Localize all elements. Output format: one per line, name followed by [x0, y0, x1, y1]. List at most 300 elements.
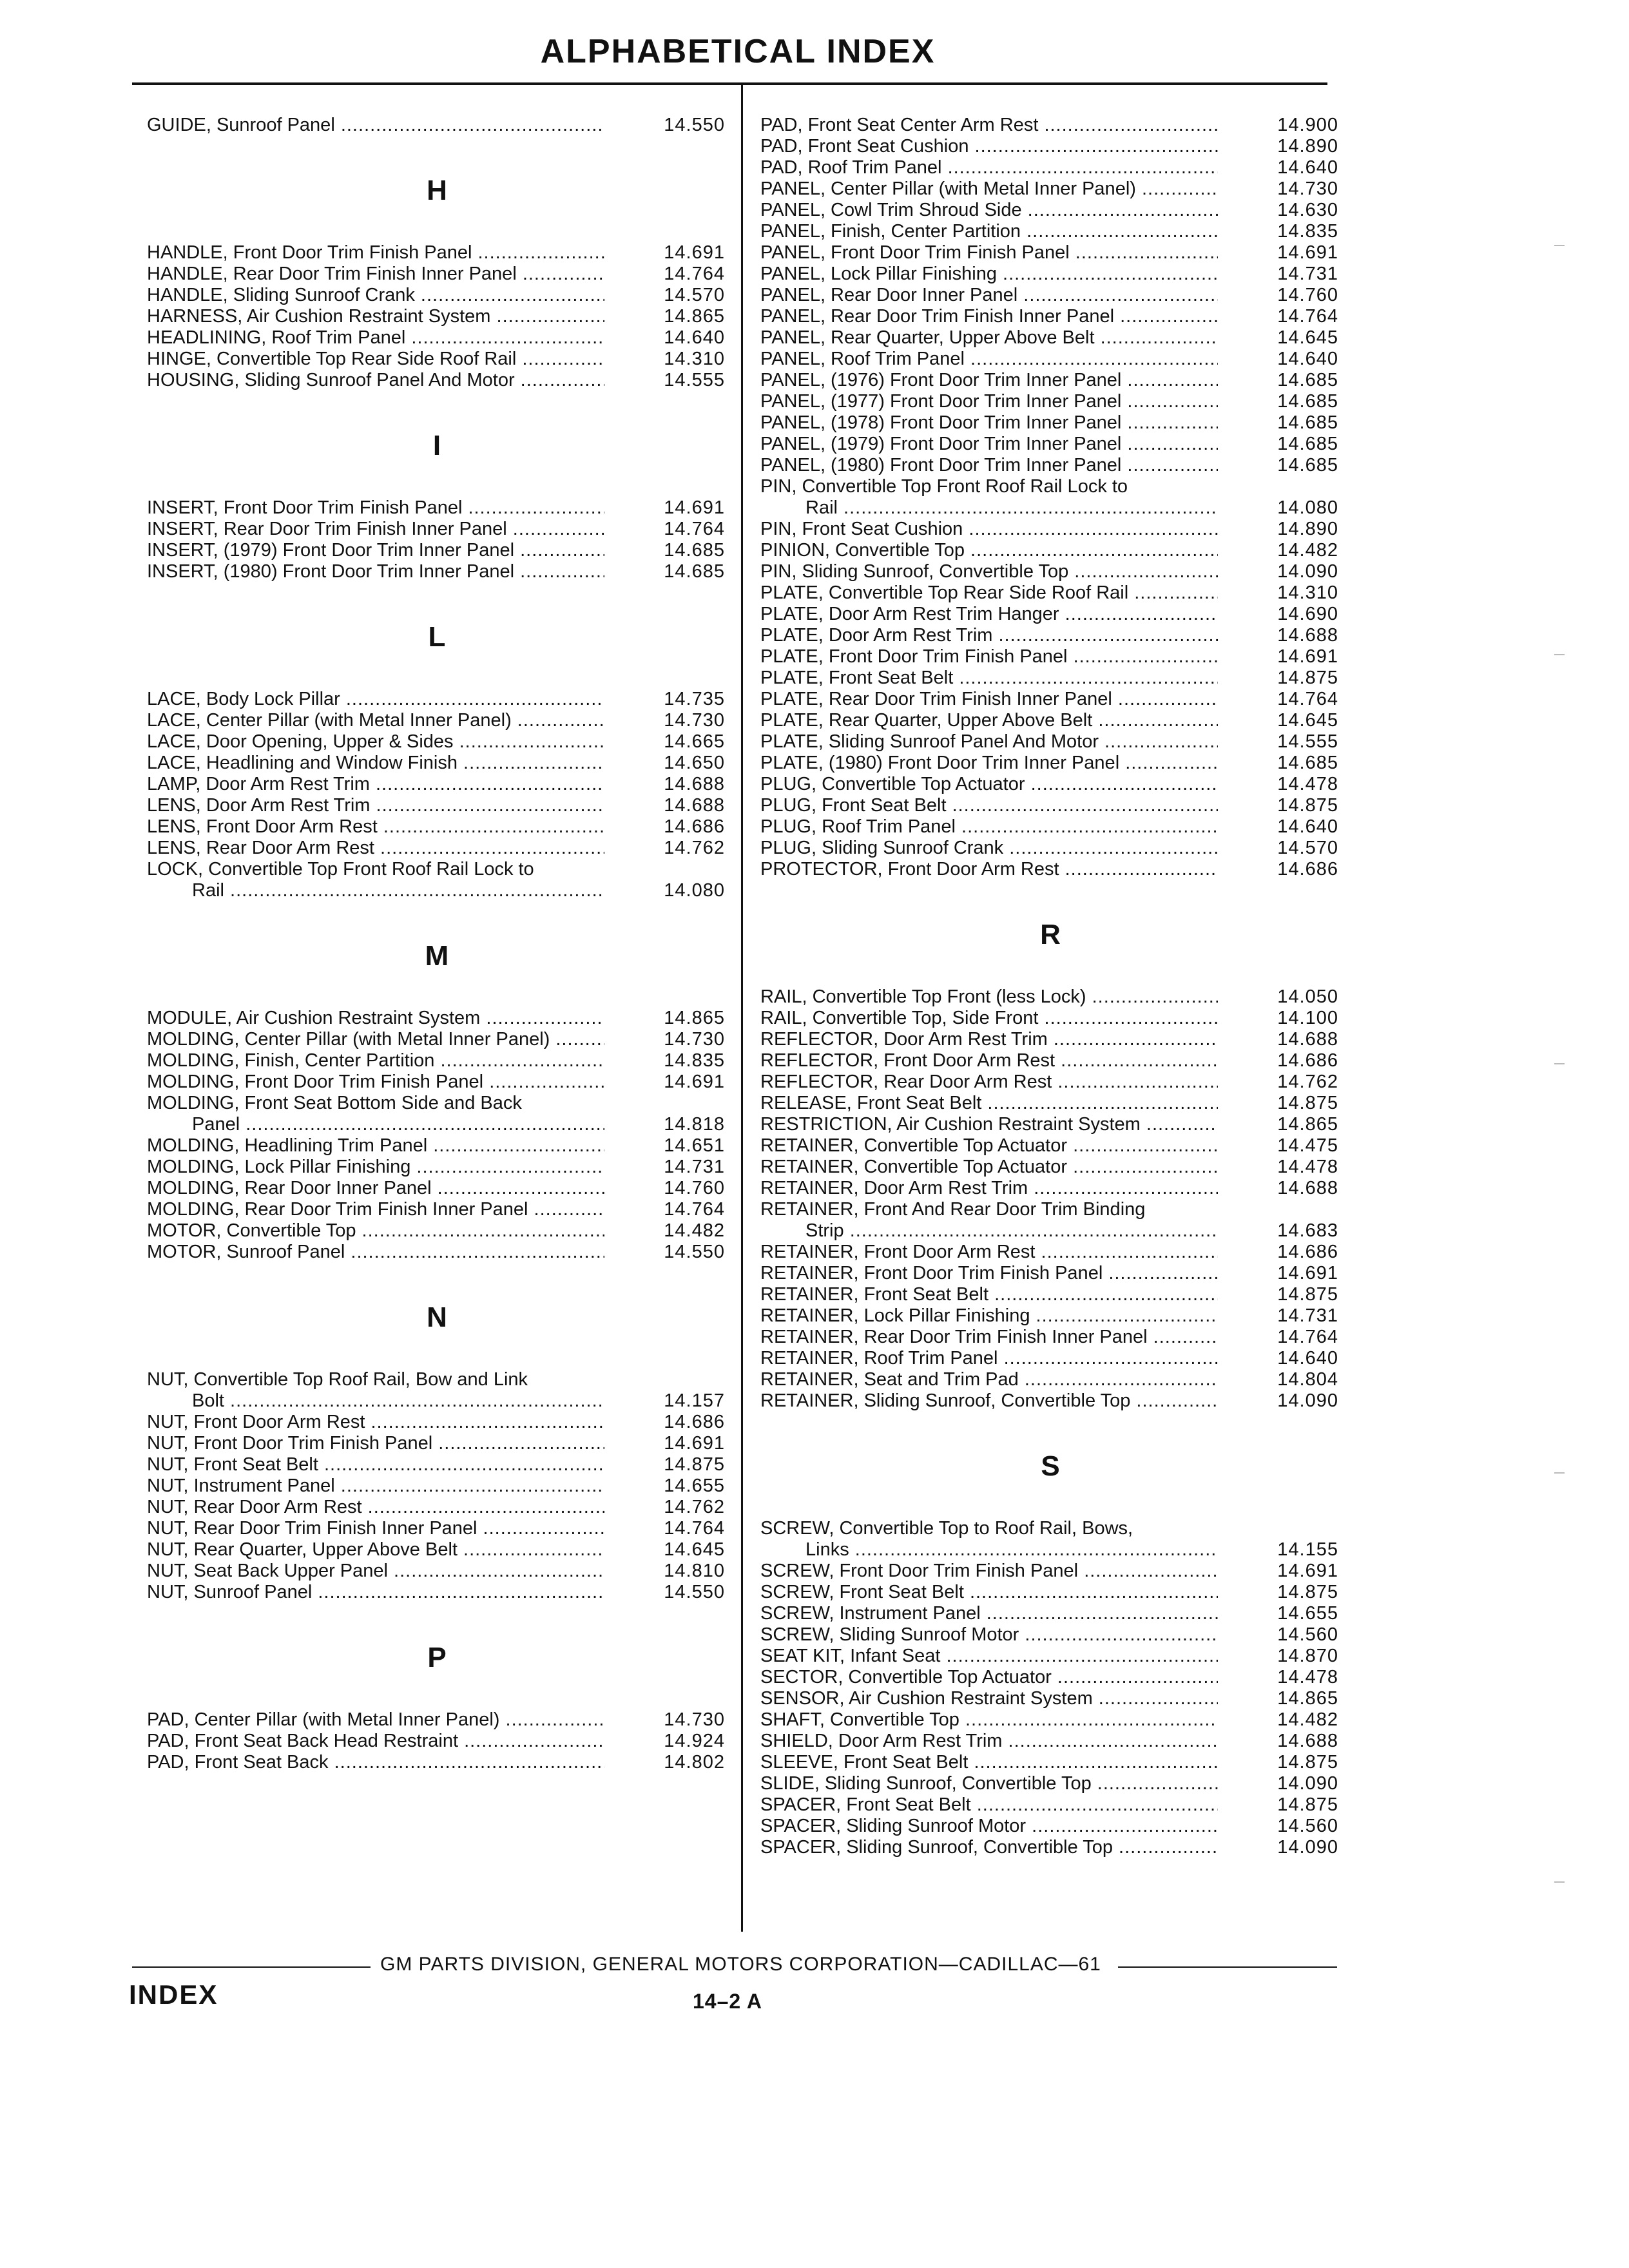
- index-entry: [147, 1008, 791, 1029]
- index-entry: [147, 497, 791, 519]
- entry-description: [147, 1072, 604, 1093]
- entry-page-ref: 14.655: [664, 1475, 725, 1496]
- entry-description-text: INSERT, Rear Door Trim Finish Inner Panel .....: [147, 519, 604, 540]
- entry-page-ref: 14.764: [664, 1518, 725, 1539]
- entry-description-text: SECTOR, Convertible Top Actuator .....: [760, 1667, 1218, 1688]
- entry-description: [760, 1709, 1218, 1731]
- entry-description-text: NUT, Rear Door Arm Rest .....: [147, 1497, 604, 1518]
- entry-page-ref: 14.550: [664, 1242, 725, 1262]
- entry-description: [147, 1199, 604, 1220]
- entry-description-text: RETAINER, Front Door Arm Rest .....: [760, 1242, 1218, 1263]
- entry-page-ref: 14.762: [1277, 1072, 1338, 1092]
- index-entry: [760, 710, 1405, 731]
- index-entry: [147, 1412, 791, 1433]
- index-entry: [147, 1178, 791, 1199]
- entry-description-text: HANDLE, Front Door Trim Finish Panel .....: [147, 242, 604, 264]
- index-entry: [760, 753, 1405, 774]
- entry-description-text: LACE, Door Opening, Upper & Sides .....: [147, 731, 604, 753]
- entry-description: [760, 753, 1218, 774]
- entry-page-ref: 14.555: [1277, 731, 1338, 752]
- entry-description-text: HARNESS, Air Cushion Restraint System .....: [147, 306, 604, 327]
- entry-description-text: GUIDE, Sunroof Panel .....: [147, 115, 604, 136]
- entry-description-text: REFLECTOR, Front Door Arm Rest .....: [760, 1050, 1218, 1072]
- entry-page-ref: 14.550: [664, 115, 725, 135]
- index-entry: [760, 157, 1405, 178]
- scan-mark: [1554, 654, 1565, 655]
- entry-description-text: PLATE, Convertible Top Rear Side Roof Rail .....: [760, 582, 1218, 604]
- entry-description-text: SPACER, Sliding Sunroof Motor .....: [760, 1816, 1218, 1837]
- entry-page-ref: 14.865: [1277, 1688, 1338, 1709]
- index-entry: [147, 816, 791, 838]
- entry-page-ref: 14.685: [1277, 753, 1338, 773]
- entry-description: [760, 1114, 1218, 1135]
- index-entry: [147, 327, 791, 349]
- entry-description-text: PANEL, (1978) Front Door Trim Inner Panel .....: [760, 412, 1218, 434]
- entry-description-text: MOLDING, Rear Door Inner Panel .....: [147, 1178, 604, 1199]
- index-entry: [147, 795, 791, 816]
- entry-page-ref: 14.686: [664, 1412, 725, 1432]
- index-entry: [760, 838, 1405, 859]
- entry-page-ref: 14.640: [664, 327, 725, 348]
- entry-description-text: PIN, Front Seat Cushion .....: [760, 519, 1218, 540]
- entry-description: [760, 1794, 1218, 1816]
- entry-description-text: SCREW, Instrument Panel .....: [760, 1603, 1218, 1624]
- entry-description: [760, 1327, 1218, 1348]
- entry-description-text: MOTOR, Sunroof Panel .....: [147, 1242, 604, 1263]
- entry-description: [147, 1220, 604, 1242]
- entry-page-ref: 14.157: [664, 1390, 725, 1411]
- entry-description: [760, 1603, 1218, 1624]
- section-letter: S: [1041, 1450, 1060, 1482]
- entry-description: [760, 625, 1218, 646]
- entry-description-text: RETAINER, Front Door Trim Finish Panel .....: [760, 1263, 1218, 1284]
- index-entry: [760, 795, 1405, 816]
- entry-description-text: MOLDING, Rear Door Trim Finish Inner Panel .....: [147, 1199, 604, 1220]
- entry-description: [760, 1624, 1218, 1646]
- entry-description: [147, 859, 604, 901]
- entry-description: [760, 1688, 1218, 1709]
- entry-description-text: SHAFT, Convertible Top .....: [760, 1709, 1218, 1731]
- entry-description-text: SCREW, Front Seat Belt .....: [760, 1582, 1218, 1603]
- entry-description: [760, 136, 1218, 157]
- entry-description-text: PLATE, Front Door Trim Finish Panel .....: [760, 646, 1218, 668]
- entry-description-text: PANEL, Rear Quarter, Upper Above Belt .....: [760, 327, 1218, 349]
- scan-mark: [1554, 1472, 1565, 1474]
- entry-page-ref: 14.762: [664, 838, 725, 858]
- entry-page-ref: 14.688: [664, 774, 725, 794]
- entry-description: [760, 434, 1218, 455]
- entry-description: [760, 774, 1218, 795]
- entry-page-ref: 14.835: [664, 1050, 725, 1071]
- index-entry: [760, 1135, 1405, 1157]
- index-entry: [147, 1050, 791, 1072]
- entry-description: [147, 774, 604, 795]
- entry-description: [147, 242, 604, 264]
- entry-page-ref: 14.685: [1277, 412, 1338, 433]
- index-entry: [760, 816, 1405, 838]
- entry-description-text: PAD, Front Seat Center Arm Rest .....: [760, 115, 1218, 136]
- index-entry: [760, 1709, 1405, 1731]
- index-entry: [760, 1603, 1405, 1624]
- entry-description: [760, 1135, 1218, 1157]
- entry-description-text: NUT, Sunroof Panel .....: [147, 1582, 604, 1603]
- entry-description: [760, 1773, 1218, 1794]
- entry-description: [760, 1816, 1218, 1837]
- entry-description: [147, 1029, 604, 1050]
- entry-description-text: MOLDING, Front Door Trim Finish Panel .....: [147, 1072, 604, 1093]
- entry-description: [760, 540, 1218, 561]
- entry-description-text: RETAINER, Convertible Top Actuator .....: [760, 1135, 1218, 1157]
- entry-page-ref: 14.760: [664, 1178, 725, 1198]
- entry-page-ref: 14.691: [664, 1072, 725, 1092]
- entry-description-line: NUT, Convertible Top Roof Rail, Bow and Link: [147, 1369, 528, 1390]
- entry-page-ref: 14.050: [1277, 986, 1338, 1007]
- entry-description: [147, 115, 604, 136]
- entry-description-text: RETAINER, Roof Trim Panel .....: [760, 1348, 1218, 1369]
- entry-description-text: RETAINER, Convertible Top Actuator .....: [760, 1157, 1218, 1178]
- scan-mark: [1554, 1063, 1565, 1064]
- scan-mark: [1554, 245, 1565, 246]
- entry-description: [147, 1752, 604, 1773]
- index-entry: [760, 561, 1405, 582]
- index-entry: [760, 1008, 1405, 1029]
- index-entry: [760, 646, 1405, 668]
- entry-description: [147, 1433, 604, 1454]
- index-entry: [760, 200, 1405, 221]
- entry-page-ref: 14.683: [1277, 1220, 1338, 1241]
- entry-description-continuation: Strip .....: [760, 1220, 1218, 1242]
- entry-page-ref: 14.665: [664, 731, 725, 752]
- index-entry: [760, 434, 1405, 455]
- entry-description-text: NUT, Instrument Panel .....: [147, 1475, 604, 1497]
- entry-page-ref: 14.080: [1277, 497, 1338, 518]
- entry-page-ref: 14.310: [664, 349, 725, 369]
- entry-page-ref: 14.691: [664, 1433, 725, 1454]
- entry-description: [760, 561, 1218, 582]
- index-entry: [760, 1114, 1405, 1135]
- index-entry: [760, 1050, 1405, 1072]
- entry-description-continuation: Rail .....: [760, 497, 1218, 519]
- entry-description: [760, 412, 1218, 434]
- index-column-right: [760, 115, 1405, 1858]
- entry-description-continuation: Rail .....: [147, 880, 604, 901]
- index-entry: [147, 731, 791, 753]
- index-entry: [147, 519, 791, 540]
- entry-description-line: PIN, Convertible Top Front Roof Rail Lock to: [760, 476, 1128, 497]
- entry-page-ref: 14.875: [1277, 1284, 1338, 1305]
- entry-page-ref: 14.685: [1277, 455, 1338, 476]
- index-entry: [760, 1582, 1405, 1603]
- entry-description: [760, 1305, 1218, 1327]
- entry-description: [147, 1178, 604, 1199]
- index-entry: [760, 221, 1405, 242]
- entry-description: [760, 242, 1218, 264]
- entry-description-text: MOLDING, Center Pillar (with Metal Inner Panel) .....: [147, 1029, 604, 1050]
- entry-page-ref: 14.688: [1277, 1731, 1338, 1751]
- entry-description: [147, 540, 604, 561]
- entry-description-text: PANEL, (1979) Front Door Trim Inner Panel .....: [760, 434, 1218, 455]
- entry-description-text: PLATE, Front Seat Belt .....: [760, 668, 1218, 689]
- entry-description-text: PLATE, Rear Door Trim Finish Inner Panel .....: [760, 689, 1218, 710]
- entry-page-ref: 14.735: [664, 689, 725, 709]
- index-entry: [760, 115, 1405, 136]
- entry-page-ref: 14.764: [664, 264, 725, 284]
- index-entry: [147, 115, 791, 136]
- entry-description-text: LENS, Front Door Arm Rest .....: [147, 816, 604, 838]
- index-entry: [760, 1305, 1405, 1327]
- entry-page-ref: 14.560: [1277, 1816, 1338, 1836]
- index-entry: [147, 1709, 791, 1731]
- entry-description: [760, 1199, 1218, 1242]
- entry-description-text: HANDLE, Sliding Sunroof Crank .....: [147, 285, 604, 306]
- entry-page-ref: 14.570: [664, 285, 725, 305]
- entry-description-text: PLUG, Roof Trim Panel .....: [760, 816, 1218, 838]
- entry-description-text: LACE, Body Lock Pillar .....: [147, 689, 604, 710]
- index-entry: [760, 242, 1405, 264]
- index-entry: [147, 838, 791, 859]
- entry-description-text: PIN, Sliding Sunroof, Convertible Top .....: [760, 561, 1218, 582]
- entry-description-text: INSERT, (1980) Front Door Trim Inner Panel .....: [147, 561, 604, 582]
- index-entry: [760, 731, 1405, 753]
- entry-description: [147, 1157, 604, 1178]
- index-entry: [147, 1497, 791, 1518]
- entry-description: [760, 519, 1218, 540]
- entry-page-ref: 14.764: [1277, 689, 1338, 709]
- entry-description-text: NUT, Front Door Arm Rest .....: [147, 1412, 604, 1433]
- entry-page-ref: 14.731: [1277, 264, 1338, 284]
- entry-description: [760, 1093, 1218, 1114]
- entry-description: [147, 561, 604, 582]
- entry-description-text: LAMP, Door Arm Rest Trim .....: [147, 774, 604, 795]
- index-entry: [760, 349, 1405, 370]
- entry-description-text: REFLECTOR, Door Arm Rest Trim .....: [760, 1029, 1218, 1050]
- entry-description-text: HEADLINING, Roof Trim Panel .....: [147, 327, 604, 349]
- entry-description-text: SENSOR, Air Cushion Restraint System .....: [760, 1688, 1218, 1709]
- section-letter: P: [427, 1642, 447, 1673]
- index-entry: [760, 1072, 1405, 1093]
- entry-description: [147, 795, 604, 816]
- index-entry: [760, 1093, 1405, 1114]
- entry-description: [760, 1008, 1218, 1029]
- entry-description: [147, 1369, 604, 1412]
- entry-description-text: PAD, Front Seat Back Head Restraint .....: [147, 1731, 604, 1752]
- index-entry: [760, 774, 1405, 795]
- entry-description-text: PANEL, Rear Door Inner Panel .....: [760, 285, 1218, 306]
- index-entry: [760, 327, 1405, 349]
- entry-description-text: PAD, Center Pillar (with Metal Inner Panel) .....: [147, 1709, 604, 1731]
- index-entry: [147, 1475, 791, 1497]
- index-entry: [760, 264, 1405, 285]
- entry-description-text: SEAT KIT, Infant Seat .....: [760, 1646, 1218, 1667]
- entry-description-text: PINION, Convertible Top .....: [760, 540, 1218, 561]
- entry-description: [147, 1093, 604, 1135]
- index-entry: [147, 1518, 791, 1539]
- entry-page-ref: 14.865: [664, 306, 725, 327]
- index-entry: [147, 306, 791, 327]
- entry-description-text: PANEL, Roof Trim Panel .....: [760, 349, 1218, 370]
- index-entry: [147, 264, 791, 285]
- entry-description-text: RETAINER, Sliding Sunroof, Convertible Top .....: [760, 1390, 1218, 1412]
- entry-description: [760, 816, 1218, 838]
- entry-description-text: MOLDING, Finish, Center Partition .....: [147, 1050, 604, 1072]
- entry-page-ref: 14.645: [1277, 710, 1338, 731]
- entry-description: [760, 1284, 1218, 1305]
- entry-page-ref: 14.686: [664, 816, 725, 837]
- entry-description: [760, 1667, 1218, 1688]
- index-entry: [760, 1518, 1405, 1561]
- section-letter-heading: [760, 880, 1405, 986]
- entry-page-ref: 14.478: [1277, 1157, 1338, 1177]
- entry-description: [147, 838, 604, 859]
- entry-description-text: NUT, Front Seat Belt .....: [147, 1454, 604, 1475]
- entry-description-text: SPACER, Sliding Sunroof, Convertible Top .....: [760, 1837, 1218, 1858]
- entry-description-text: PANEL, Lock Pillar Finishing .....: [760, 264, 1218, 285]
- entry-description: [147, 1454, 604, 1475]
- entry-description-text: LACE, Center Pillar (with Metal Inner Panel) .....: [147, 710, 604, 731]
- entry-page-ref: 14.875: [1277, 668, 1338, 688]
- entry-page-ref: 14.650: [664, 753, 725, 773]
- entry-page-ref: 14.890: [1277, 519, 1338, 539]
- index-column-left: [147, 115, 791, 1773]
- entry-description: [760, 795, 1218, 816]
- entry-page-ref: 14.482: [1277, 1709, 1338, 1730]
- entry-description: [760, 1369, 1218, 1390]
- entry-description: [147, 731, 604, 753]
- entry-page-ref: 14.764: [1277, 1327, 1338, 1347]
- entry-page-ref: 14.090: [1277, 1773, 1338, 1794]
- entry-description: [760, 115, 1218, 136]
- entry-page-ref: 14.731: [664, 1157, 725, 1177]
- entry-description: [760, 646, 1218, 668]
- entry-description-text: PANEL, (1977) Front Door Trim Inner Panel .....: [760, 391, 1218, 412]
- entry-description-text: PLUG, Convertible Top Actuator .....: [760, 774, 1218, 795]
- entry-description-text: PROTECTOR, Front Door Arm Rest .....: [760, 859, 1218, 880]
- entry-description: [760, 1731, 1218, 1752]
- index-entry: [760, 1263, 1405, 1284]
- entry-page-ref: 14.804: [1277, 1369, 1338, 1390]
- index-entry: [147, 1731, 791, 1752]
- index-entry: [147, 1093, 791, 1135]
- entry-page-ref: 14.686: [1277, 1050, 1338, 1071]
- entry-page-ref: 14.730: [664, 710, 725, 731]
- index-entry: [760, 1242, 1405, 1263]
- index-entry: [760, 1029, 1405, 1050]
- entry-description-text: HINGE, Convertible Top Rear Side Roof Rail .....: [147, 349, 604, 370]
- entry-description: [760, 1242, 1218, 1263]
- index-entry: [760, 1327, 1405, 1348]
- title-rule: [132, 82, 1327, 85]
- index-entry: [147, 1135, 791, 1157]
- section-letter-heading: [760, 1412, 1405, 1518]
- entry-description-text: LENS, Door Arm Rest Trim .....: [147, 795, 604, 816]
- section-letter: N: [427, 1302, 447, 1333]
- page-number: 14–2 A: [693, 1990, 762, 2013]
- entry-page-ref: 14.870: [1277, 1646, 1338, 1666]
- entry-description: [147, 285, 604, 306]
- section-letter: L: [428, 621, 446, 653]
- index-entry: [147, 370, 791, 391]
- entry-description-text: SLEEVE, Front Seat Belt .....: [760, 1752, 1218, 1773]
- index-entry: [760, 1199, 1405, 1242]
- entry-description: [147, 1242, 604, 1263]
- index-entry: [760, 1837, 1405, 1858]
- entry-page-ref: 14.688: [1277, 1029, 1338, 1050]
- entry-description: [147, 1561, 604, 1582]
- entry-page-ref: 14.730: [1277, 178, 1338, 199]
- entry-description: [147, 1731, 604, 1752]
- section-letter-heading: [147, 391, 791, 497]
- entry-description-text: PLATE, Rear Quarter, Upper Above Belt .....: [760, 710, 1218, 731]
- entry-page-ref: 14.690: [1277, 604, 1338, 624]
- entry-description: [760, 710, 1218, 731]
- entry-description: [147, 1709, 604, 1731]
- entry-description: [760, 731, 1218, 753]
- index-entry: [760, 582, 1405, 604]
- entry-description: [760, 349, 1218, 370]
- entry-description-text: SPACER, Front Seat Belt .....: [760, 1794, 1218, 1816]
- entry-description: [147, 1518, 604, 1539]
- entry-page-ref: 14.090: [1277, 1390, 1338, 1411]
- entry-description-text: RELEASE, Front Seat Belt .....: [760, 1093, 1218, 1114]
- entry-description-text: PANEL, (1980) Front Door Trim Inner Panel .....: [760, 455, 1218, 476]
- entry-description-text: RAIL, Convertible Top Front (less Lock) .....: [760, 986, 1218, 1008]
- entry-description: [147, 519, 604, 540]
- entry-description: [760, 476, 1218, 519]
- entry-page-ref: 14.730: [664, 1709, 725, 1730]
- index-entry: [147, 1369, 791, 1412]
- index-entry: [147, 1561, 791, 1582]
- entry-description-text: PANEL, Cowl Trim Shroud Side .....: [760, 200, 1218, 221]
- entry-page-ref: 14.810: [664, 1561, 725, 1581]
- index-entry: [760, 1794, 1405, 1816]
- index-entry: [760, 1646, 1405, 1667]
- entry-description: [760, 370, 1218, 391]
- entry-page-ref: 14.570: [1277, 838, 1338, 858]
- entry-page-ref: 14.818: [664, 1114, 725, 1135]
- index-entry: [147, 540, 791, 561]
- entry-description: [147, 264, 604, 285]
- entry-page-ref: 14.475: [1277, 1135, 1338, 1156]
- entry-description: [147, 1412, 604, 1433]
- index-entry: [760, 1561, 1405, 1582]
- entry-page-ref: 14.645: [664, 1539, 725, 1560]
- entry-description-text: PLUG, Front Seat Belt .....: [760, 795, 1218, 816]
- index-entry: [760, 1667, 1405, 1688]
- entry-page-ref: 14.764: [1277, 306, 1338, 327]
- section-letter: R: [1040, 919, 1061, 950]
- entry-page-ref: 14.835: [1277, 221, 1338, 242]
- index-entry: [760, 1284, 1405, 1305]
- index-entry: [147, 1433, 791, 1454]
- index-entry: [147, 561, 791, 582]
- entry-description: [760, 986, 1218, 1008]
- entry-description-line: MOLDING, Front Seat Bottom Side and Back: [147, 1093, 522, 1113]
- entry-page-ref: 14.875: [1277, 1582, 1338, 1602]
- entry-description: [147, 1497, 604, 1518]
- entry-page-ref: 14.310: [1277, 582, 1338, 603]
- entry-page-ref: 14.155: [1277, 1539, 1338, 1560]
- index-entry: [760, 859, 1405, 880]
- entry-description: [760, 1518, 1218, 1561]
- entry-description-text: RETAINER, Front Seat Belt .....: [760, 1284, 1218, 1305]
- entry-description-text: NUT, Rear Door Trim Finish Inner Panel .....: [147, 1518, 604, 1539]
- index-entry: [147, 1157, 791, 1178]
- entry-description-text: PANEL, Rear Door Trim Finish Inner Panel .....: [760, 306, 1218, 327]
- entry-page-ref: 14.555: [664, 370, 725, 390]
- entry-description-text: SCREW, Front Door Trim Finish Panel .....: [760, 1561, 1218, 1582]
- entry-page-ref: 14.651: [664, 1135, 725, 1156]
- entry-description-text: RESTRICTION, Air Cushion Restraint System .....: [760, 1114, 1218, 1135]
